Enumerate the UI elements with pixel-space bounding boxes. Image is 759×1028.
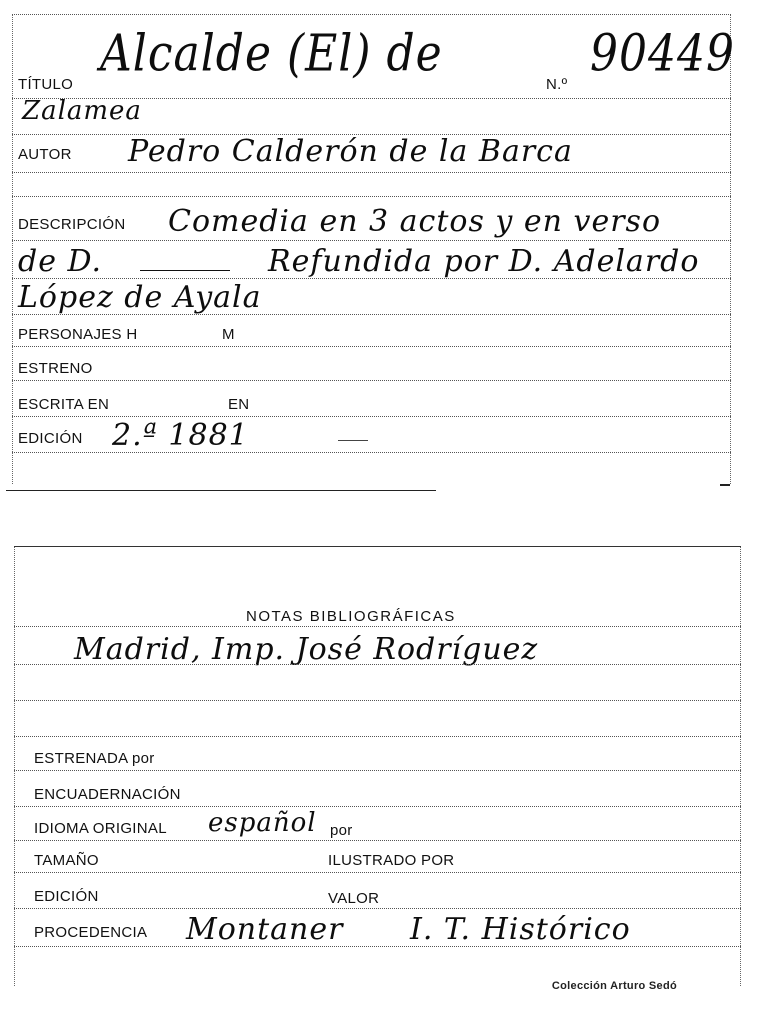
estreno-label: ESTRENO bbox=[18, 360, 93, 377]
estrenada-rule bbox=[14, 770, 741, 771]
descripcion-line2a-handwritten: de D. bbox=[18, 244, 103, 279]
estrenada-label: ESTRENADA por bbox=[34, 750, 155, 767]
tamano-rule bbox=[14, 872, 741, 873]
bottom-catalog-card bbox=[0, 540, 759, 1000]
titulo-label: TÍTULO bbox=[18, 76, 74, 93]
descripcion-rule-2 bbox=[12, 278, 731, 279]
valor-label: VALOR bbox=[328, 890, 380, 907]
titulo-cont-handwritten: Zalamea bbox=[22, 96, 142, 126]
descripcion-line2b-handwritten: Refundida por D. Adelardo bbox=[268, 244, 700, 279]
edicion-stray-mark bbox=[338, 440, 368, 441]
descripcion-line3-handwritten: López de Ayala bbox=[18, 280, 262, 315]
card2-top-edge bbox=[14, 546, 741, 547]
top-catalog-card bbox=[0, 0, 759, 500]
personajes-m-label: M bbox=[222, 326, 235, 343]
edicion-rule bbox=[12, 452, 731, 453]
card2-right-edge bbox=[740, 546, 741, 986]
escrita-rule bbox=[12, 416, 731, 417]
descripcion-dash bbox=[140, 270, 230, 271]
en-label: EN bbox=[228, 396, 250, 413]
autor-rule bbox=[12, 172, 731, 173]
procedencia-rule bbox=[14, 946, 741, 947]
edicion2-rule bbox=[14, 908, 741, 909]
notas-rule-0 bbox=[14, 626, 741, 627]
procedencia-handwritten-2: I. T. Histórico bbox=[410, 912, 631, 947]
estreno-rule bbox=[12, 380, 731, 381]
personajes-label: PERSONAJES H bbox=[18, 326, 138, 343]
notas-rule-1 bbox=[14, 664, 741, 665]
ilustrado-label: ILUSTRADO POR bbox=[328, 852, 455, 869]
idioma-por-label: por bbox=[330, 822, 353, 839]
card2-left-edge bbox=[14, 546, 15, 986]
notas-rule-2 bbox=[14, 700, 741, 701]
descripcion-line1-handwritten: Comedia en 3 actos y en verso bbox=[168, 204, 662, 239]
numero-label: N.º bbox=[546, 76, 568, 93]
descripcion-rule-1 bbox=[12, 240, 731, 241]
idioma-handwritten: español bbox=[208, 808, 317, 838]
autor-handwritten: Pedro Calderón de la Barca bbox=[128, 134, 573, 169]
card-top-edge bbox=[12, 14, 731, 15]
personajes-rule bbox=[12, 346, 731, 347]
idioma-rule bbox=[14, 840, 741, 841]
titulo-handwritten: Alcalde (El) de bbox=[100, 24, 443, 83]
autor-label: AUTOR bbox=[18, 146, 72, 163]
card-bottom-edge bbox=[6, 490, 436, 491]
blank-rule-1 bbox=[12, 196, 731, 197]
edicion-handwritten: 2.ª 1881 bbox=[112, 418, 249, 453]
encuadernacion-label: ENCUADERNACIÓN bbox=[34, 786, 181, 803]
encuadernacion-rule bbox=[14, 806, 741, 807]
numero-handwritten: 90449 bbox=[590, 24, 735, 83]
notas-handwritten: Madrid, Imp. José Rodríguez bbox=[74, 632, 539, 667]
descripcion-rule-3 bbox=[12, 314, 731, 315]
escrita-en-label: ESCRITA EN bbox=[18, 396, 110, 413]
edicion-label: EDICIÓN bbox=[18, 430, 83, 447]
notas-label: NOTAS BIBLIOGRÁFICAS bbox=[246, 608, 456, 625]
card-left-edge bbox=[12, 14, 13, 484]
descripcion-label: DESCRIPCIÓN bbox=[18, 216, 126, 233]
collection-credit: Colección Arturo Sedó bbox=[551, 980, 677, 992]
card-right-edge bbox=[730, 14, 731, 484]
tamano-label: TAMAÑO bbox=[34, 852, 99, 869]
procedencia-label: PROCEDENCIA bbox=[34, 924, 148, 941]
card-corner-mark bbox=[720, 484, 730, 486]
procedencia-handwritten-1: Montaner bbox=[186, 912, 344, 947]
edicion2-label: EDICIÓN bbox=[34, 888, 99, 905]
notas-rule-3 bbox=[14, 736, 741, 737]
idioma-label: IDIOMA ORIGINAL bbox=[34, 820, 167, 837]
